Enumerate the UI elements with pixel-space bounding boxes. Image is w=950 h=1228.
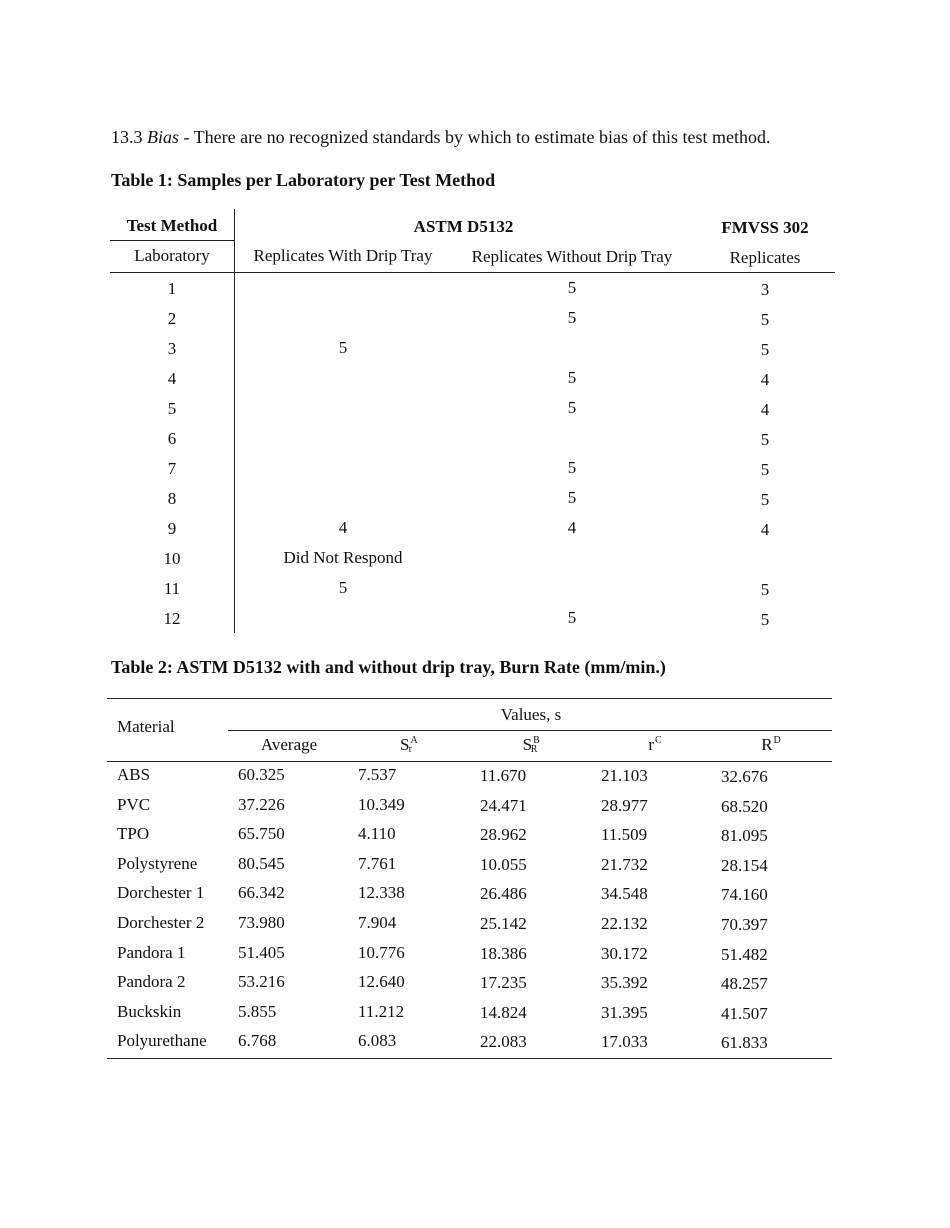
table2-cell-R: 28.154 — [721, 855, 768, 875]
table2-cell-material: Polystyrene — [117, 853, 198, 873]
table1-cell-without-drip: 4 — [567, 518, 577, 537]
table2-cell-R: 74.160 — [721, 885, 768, 905]
table2-cell-r: 28.977 — [601, 795, 648, 815]
table2-col-SR — [470, 735, 590, 755]
table1-cell-fmvss: 4 — [760, 370, 770, 389]
table2-cell-sr: 4.110 — [358, 824, 396, 844]
table1-cell-fmvss: 5 — [760, 460, 770, 479]
table2-cell-SR: 18.386 — [480, 943, 527, 963]
table2-col-R — [710, 735, 832, 755]
table2-cell-SR: 22.083 — [480, 1032, 527, 1052]
table2-col-r-base: r — [648, 735, 654, 754]
table1-cell-lab: 10 — [163, 549, 181, 568]
table2-col-R-sup: D — [773, 735, 781, 746]
table2-col-R-base: R — [761, 735, 773, 754]
table2-bottom-rule — [107, 1058, 832, 1059]
table1-cell-with-drip: 5 — [338, 338, 348, 357]
section-text: - There are no recognized standards by which to estimate bias of this test method. — [183, 127, 771, 147]
bias-paragraph — [111, 127, 771, 148]
table2-cell-r: 31.395 — [601, 1002, 648, 1022]
table1-cell-with-drip: 4 — [338, 518, 348, 537]
table1-cell-lab: 2 — [167, 309, 177, 328]
table1-cell-fmvss: 5 — [760, 340, 770, 359]
table2-cell-R: 41.507 — [721, 1003, 768, 1023]
table2-cell-r: 21.103 — [601, 766, 648, 785]
table2-col-sr-sup: A — [410, 735, 418, 746]
table2-cell-R: 48.257 — [721, 974, 768, 994]
table1-cell-fmvss: 5 — [760, 310, 770, 329]
table2-col-r — [595, 735, 715, 755]
table1-cell-fmvss: 5 — [760, 610, 770, 629]
section-number: 13.3 — [111, 127, 143, 147]
table2-cell-average: 5.855 — [238, 1001, 277, 1021]
table2-header-values: Values, s — [500, 705, 562, 724]
table2-header-material: Material — [117, 717, 175, 736]
table2-col-sr-sub: r — [408, 744, 413, 755]
table1-header-rule-left — [110, 240, 234, 241]
table2-cell-material: Dorchester 1 — [117, 883, 205, 903]
table2-cell-R: 68.520 — [721, 796, 768, 816]
table2-cell-r: 22.132 — [601, 914, 648, 933]
table2-top-rule — [107, 698, 832, 699]
table2-header-bottom-rule — [107, 761, 832, 762]
table1-header-rule-bottom — [110, 272, 835, 273]
table2-cell-sr: 7.904 — [358, 913, 397, 932]
table1-col-with-drip: Replicates With Drip Tray — [253, 246, 433, 265]
table1-header-fmvss: FMVSS 302 — [721, 218, 809, 237]
table1-cell-lab: 12 — [163, 609, 181, 628]
table1-cell-without-drip: 5 — [567, 458, 577, 477]
table2-cell-r: 21.732 — [601, 854, 648, 874]
table2-cell-material: TPO — [117, 824, 150, 844]
table2-cell-r: 34.548 — [601, 884, 648, 904]
table1-cell-lab: 1 — [167, 279, 177, 298]
table2-cell-SR: 11.670 — [480, 766, 527, 785]
table2-cell-sr: 6.083 — [358, 1031, 397, 1051]
table2-cell-sr: 10.776 — [358, 942, 405, 962]
table2-cell-average: 66.342 — [238, 883, 285, 903]
table2-cell-SR: 28.962 — [480, 825, 527, 845]
table2-cell-r: 17.033 — [601, 1032, 648, 1052]
table2-cell-r: 11.509 — [601, 825, 648, 845]
table2-col-average: Average — [260, 735, 318, 754]
table1-cell-fmvss: 4 — [760, 400, 770, 419]
table1-cell-without-drip: 5 — [567, 278, 577, 297]
table1-cell-fmvss: 5 — [760, 430, 770, 449]
table1-col-replicates: Replicates — [729, 248, 801, 267]
table2-cell-SR: 25.142 — [480, 914, 527, 933]
table2-cell-sr: 7.537 — [358, 765, 397, 784]
table2-cell-sr: 7.761 — [358, 853, 397, 873]
table2-col-sr-base: S — [399, 735, 410, 754]
table2-cell-sr: 11.212 — [358, 1001, 405, 1021]
table2-cell-R: 81.095 — [721, 826, 768, 846]
table2-cell-average: 60.325 — [238, 765, 285, 784]
table2-values-rule — [228, 730, 832, 731]
table2-cell-r: 30.172 — [601, 943, 648, 963]
table2-cell-R: 51.482 — [721, 944, 768, 964]
table1-cell-without-drip: 5 — [567, 368, 577, 387]
table2-cell-material: ABS — [117, 765, 151, 784]
table2-cell-R: 32.676 — [721, 767, 768, 786]
table2-cell-R: 70.397 — [721, 915, 768, 934]
table2-cell-SR: 26.486 — [480, 884, 527, 904]
table2-cell-average: 53.216 — [238, 972, 285, 992]
table1-col-without-drip: Replicates Without Drip Tray — [471, 247, 673, 266]
table1-cell-lab: 6 — [167, 429, 177, 448]
table2-cell-sr: 10.349 — [358, 794, 405, 814]
table2-cell-average: 6.768 — [238, 1031, 277, 1051]
table2-cell-material: Dorchester 2 — [117, 913, 205, 932]
table2-col-SR-sup: B — [533, 735, 540, 746]
table2-cell-SR: 17.235 — [480, 973, 527, 993]
table1-cell-fmvss: 5 — [760, 580, 770, 599]
table2-cell-average: 73.980 — [238, 913, 285, 932]
table2-cell-material: Pandora 2 — [117, 972, 186, 992]
table1-title: Table 1: Samples per Laboratory per Test Method — [111, 170, 496, 190]
table2-cell-SR: 14.824 — [480, 1002, 527, 1022]
table1-header-test-method: Test Method — [126, 216, 218, 235]
section-label: Bias — [147, 127, 180, 147]
table1-cell-with-drip: 5 — [338, 578, 348, 597]
table2-cell-sr: 12.640 — [358, 972, 405, 992]
table2-col-SR-sub: R — [530, 744, 538, 755]
table2-cell-SR: 10.055 — [480, 854, 527, 874]
table1-cell-fmvss: 5 — [760, 490, 770, 509]
table2-cell-average: 51.405 — [238, 942, 285, 962]
table1-cell-without-drip: 5 — [567, 308, 577, 327]
table1-cell-without-drip: 5 — [567, 488, 577, 507]
table1-cell-lab: 4 — [167, 369, 177, 388]
table1-cell-without-drip: 5 — [567, 398, 577, 417]
table2-col-r-sup: C — [655, 735, 662, 746]
table2-cell-material: Pandora 1 — [117, 942, 186, 962]
table1-cell-lab: 3 — [167, 339, 177, 358]
table2-cell-average: 37.226 — [238, 794, 285, 814]
table2-cell-average: 65.750 — [238, 824, 285, 844]
table2-cell-material: PVC — [117, 794, 151, 814]
table1-cell-fmvss: 3 — [760, 280, 770, 299]
table1-cell-lab: 5 — [167, 399, 177, 418]
table1-cell-fmvss: 4 — [760, 520, 770, 539]
table1-cell-without-drip: 5 — [567, 608, 577, 627]
table1-col-laboratory: Laboratory — [134, 246, 210, 265]
table2-cell-R: 61.833 — [721, 1033, 768, 1053]
table2-title: Table 2: ASTM D5132 with and without drip tray, Burn Rate (mm/min.) — [111, 657, 666, 677]
table1-cell-lab: 9 — [167, 519, 177, 538]
table2-col-sr — [350, 735, 462, 755]
table1-cell-with-drip: Did Not Respond — [283, 548, 403, 567]
table2-cell-sr: 12.338 — [358, 883, 405, 903]
table2-cell-material: Buckskin — [117, 1001, 182, 1021]
table1-header-astm: ASTM D5132 — [413, 217, 514, 236]
table2-cell-SR: 24.471 — [480, 795, 527, 815]
table2-cell-average: 80.545 — [238, 853, 285, 873]
table2-col-SR-base: S — [522, 735, 533, 754]
table1-cell-lab: 11 — [163, 579, 181, 598]
table1-cell-lab: 8 — [167, 489, 177, 508]
table1-cell-lab: 7 — [167, 459, 177, 478]
table2-cell-material: Polyurethane — [117, 1031, 207, 1051]
table2-cell-r: 35.392 — [601, 973, 648, 993]
